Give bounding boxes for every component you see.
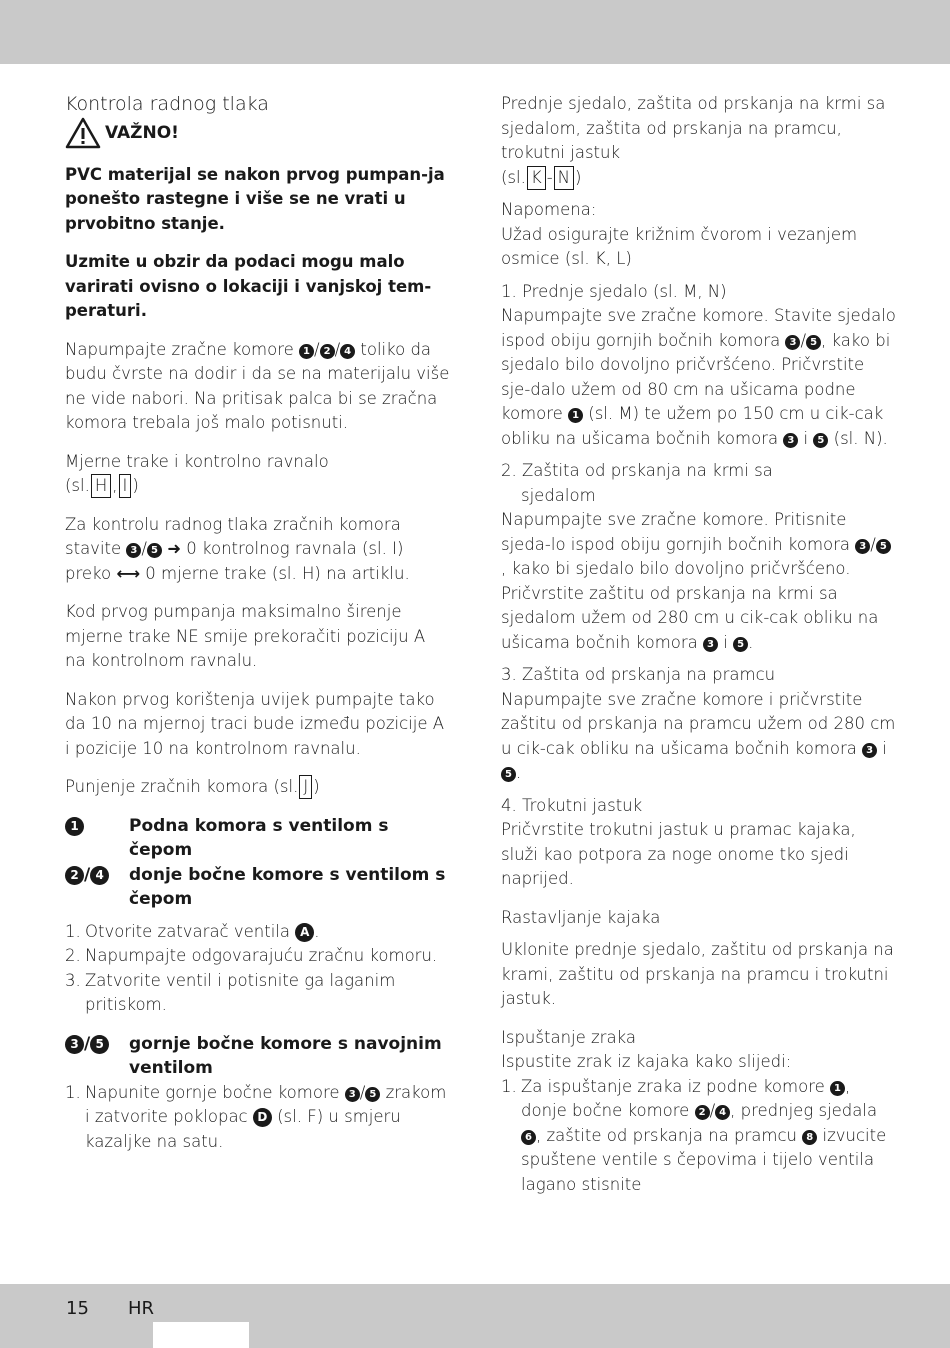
para-ispustite: Ispustite zrak iz kajaka kako slijedi: xyxy=(501,1052,792,1071)
para-pvc: PVC materijal se nakon prvog pumpan-ja ponešto rastegne i više se ne vrati u prvobitno stanje. xyxy=(65,164,445,233)
heading-mjerne-sl: (sl. H , I ) xyxy=(65,474,450,499)
warning-triangle-icon xyxy=(65,117,101,149)
step-3: 3. Zatvorite ventil i potisnite ga laganim pritiskom. xyxy=(65,970,396,1014)
para-uzmite: Uzmite u obzir da podaci mogu malo varirati ovisno o lokaciji i vanjskoj tem-peraturi. xyxy=(65,252,432,320)
arrow-right-icon: ➜ xyxy=(167,539,182,558)
heading-trokutni: 4. Trokutni jastuk xyxy=(501,795,643,815)
para-nakon: Nakon prvog korištenja uvijek pumpajte tako da 10 na mjernoj traci bude između pozicije A i pozicije 10 na kontrolnom ravnalu. xyxy=(65,689,445,758)
def-gornje: 3 / 5 gornje bočne komore s navojnim ventilom xyxy=(65,1032,450,1081)
heading-kontrola: Kontrola radnog tlaka xyxy=(65,93,269,115)
heading-rastavljanje: Rastavljanje kajaka xyxy=(501,907,661,927)
heading-mjerne: Mjerne trake i kontrolno ravnalo xyxy=(65,451,329,471)
para-trokutni: Pričvrstite trokutni jastuk u pramac kajaka, služi kao potpora za noge onome tko sjedi naprijed. xyxy=(501,820,856,888)
napomena-label: Napomena: xyxy=(501,200,597,219)
heading-prednje-sjedalo: 1. Prednje sjedalo (sl. M, N) xyxy=(501,281,727,301)
para-prednje-sjedalo: Napumpajte sve zračne komore. Stavite sjedalo ispod obiju gornjih bočnih komora 3 / 5 , kako bi sjedalo bilo dovoljno pričvršćeno. Pričvrstite sje-dalo užem od 80 cm na ušicama podne komore 1 (sl. M) te užem po 150 cm u cik-cak obliku na ušicama bočnih komora 3 i 5 (sl. N). xyxy=(501,306,896,448)
para-uklonite: Uklonite prednje sjedalo, zaštitu od prskanja na krami, zaštitu od prskanja na pramcu i trokutni jastuk. xyxy=(501,940,894,1008)
letter-a-icon: A xyxy=(295,923,314,942)
heading-zastita-krma: 2. Zaštita od prskanja na krmi sa xyxy=(501,461,773,480)
heading-prednje: Prednje sjedalo, zaštita od prskanja na krmi sa sjedalom, zaštita od prskanja na pramcu, trokutni jastuk xyxy=(501,94,886,162)
top-bar xyxy=(0,0,950,64)
num-2-icon: 2 xyxy=(320,344,335,359)
warning xyxy=(65,117,450,149)
heading-ispustanje: Ispuštanje zraka xyxy=(501,1027,636,1047)
letter-d-icon: D xyxy=(253,1108,272,1127)
num-1-icon: 1 xyxy=(299,344,314,359)
heading-zastita-krma-2: sjedalom xyxy=(521,485,596,505)
right-column xyxy=(501,92,896,1197)
step-2: 2. Napumpajte odgovarajuću zračnu komoru. xyxy=(65,946,438,965)
heading-punjenje: Punjenje zračnih komora (sl. J ) xyxy=(65,775,450,800)
step-napunite: 1. Napunite gornje bočne komore 3 / 5 zrakom i zatvorite poklopac D (sl. F) u smjeru kazaljke na satu. xyxy=(65,1082,447,1151)
page-number: 15 xyxy=(66,1298,89,1319)
left-column xyxy=(65,92,450,1154)
napomena-text: Užad osigurajte križnim čvorom i vezanjem osmice (sl. K, L) xyxy=(501,224,858,268)
para-napumpajte: Napumpajte zračne komore 1 / 2 / 4 toliko da budu čvrste na dodir i da se na materijalu više ne vide nabori. Na pritisak palca bi se zračna komora trebala još malo potisnuti. xyxy=(65,339,450,432)
double-arrow-icon: ⟷ xyxy=(116,563,141,583)
page-language: HR xyxy=(128,1298,155,1319)
para-zastita-krma: Napumpajte sve zračne komore. Pritisnite sjeda-lo ispod obiju gornjih bočnih komora 3 / 5, kako bi sjedalo bilo dovoljno pričvršćeno. Pričvrstite zaštitu od prskanja na krmi sa sjedalom užem od 280 cm u cik-cak obliku na ušicama bočnih komora 3 i 5 . xyxy=(501,508,896,655)
heading-zastita-pramac: 3. Zaštita od prskanja na pramcu xyxy=(501,665,776,684)
heading-prednje-sl: (sl. K - N ) xyxy=(501,166,896,191)
num-4-icon: 4 xyxy=(340,344,355,359)
para-zastita-pramac: Napumpajte sve zračne komore i pričvrstite zaštitu od prskanja na pramcu užem od 280 cm u cik-cak obliku na ušicama bočnih komora 3 i 5 . xyxy=(501,689,896,782)
step-1: 1. Otvorite zatvarač ventila A . xyxy=(65,921,320,941)
def-podna: 1 Podna komora s ventilom s čepom xyxy=(65,814,450,863)
step-ispustanje: 1. Za ispuštanje zraka iz podne komore 1 , donje bočne komore 2 / 4 , prednjeg sjedala 6 , zaštite od prskanja na pramcu 8 izvucite spuštene ventile s čepovima i tijelo ventila lagano stisnite xyxy=(501,1076,887,1194)
para-kontrolu: Za kontrolu radnog tlaka zračnih komora stavite 3 / 5 ➜ 0 kontrolnog ravnala (sl. I) preko ⟷ 0 mjerne trake (sl. H) na artiklu. xyxy=(65,514,410,583)
para-kod-prvog: Kod prvog pumpanja maksimalno širenje mjerne trake NE smije prekoračiti poziciju A na kontrolnom ravnalu. xyxy=(65,602,426,670)
def-donje: 2 / 4 donje bočne komore s ventilom s čepom xyxy=(65,863,450,912)
warning-label: VAŽNO! xyxy=(105,122,179,143)
